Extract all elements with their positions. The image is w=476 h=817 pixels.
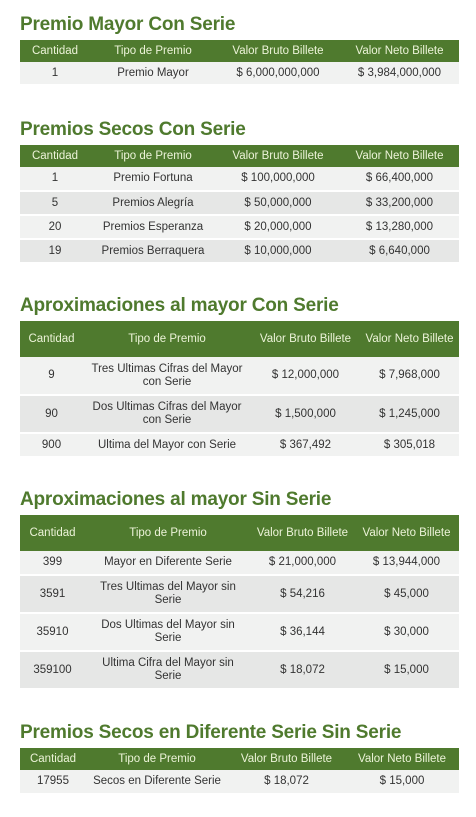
section-secos-diferente-serie bbox=[20, 722, 459, 795]
cell-valor-neto: $ 15,000 bbox=[354, 651, 459, 689]
table-row bbox=[20, 651, 459, 689]
cell-tipo-premio: Ultima del Mayor con Serie bbox=[83, 433, 251, 457]
header-valor-bruto: Valor Bruto Billete bbox=[251, 515, 354, 551]
header-valor-neto: Valor Neto Billete bbox=[354, 515, 459, 551]
header-valor-neto: Valor Neto Billete bbox=[345, 748, 459, 770]
cell-tipo-premio: Tres Ultimas del Mayor sin Serie bbox=[85, 575, 251, 613]
section-title: Aproximaciones al mayor Sin Serie bbox=[20, 489, 332, 510]
header-tipo-premio: Tipo de Premio bbox=[90, 40, 216, 62]
section-premios-secos bbox=[20, 119, 459, 264]
section-aproximaciones-con-serie bbox=[20, 295, 459, 458]
cell-tipo-premio: Premio Mayor bbox=[90, 62, 216, 85]
cell-valor-neto: $ 305,018 bbox=[360, 433, 459, 457]
cell-tipo-premio: Premios Berraquera bbox=[90, 239, 216, 263]
cell-tipo-premio: Secos en Diferente Serie bbox=[86, 770, 228, 794]
section-title: Premios Secos Con Serie bbox=[20, 119, 246, 140]
cell-cantidad: 3591 bbox=[20, 575, 85, 613]
section-premio-mayor bbox=[20, 14, 459, 86]
cell-tipo-premio: Dos Ultimas del Mayor sin Serie bbox=[85, 613, 251, 651]
cell-valor-bruto: $ 21,000,000 bbox=[251, 551, 354, 575]
cell-cantidad: 9 bbox=[20, 357, 83, 395]
header-valor-bruto: Valor Bruto Billete bbox=[251, 321, 360, 357]
prize-table bbox=[20, 145, 459, 264]
cell-valor-bruto: $ 100,000,000 bbox=[216, 167, 340, 191]
cell-valor-bruto: $ 367,492 bbox=[251, 433, 360, 457]
cell-valor-bruto: $ 12,000,000 bbox=[251, 357, 360, 395]
table-row bbox=[20, 551, 459, 575]
table-row bbox=[20, 239, 459, 263]
cell-valor-bruto: $ 1,500,000 bbox=[251, 395, 360, 433]
cell-cantidad: 900 bbox=[20, 433, 83, 457]
cell-valor-neto: $ 6,640,000 bbox=[340, 239, 459, 263]
table-row bbox=[20, 613, 459, 651]
cell-valor-bruto: $ 50,000,000 bbox=[216, 191, 340, 215]
cell-cantidad: 90 bbox=[20, 395, 83, 433]
header-cantidad: Cantidad bbox=[20, 748, 86, 770]
cell-tipo-premio: Tres Ultimas Cifras del Mayor con Serie bbox=[83, 357, 251, 395]
header-cantidad: Cantidad bbox=[20, 515, 85, 551]
cell-tipo-premio: Mayor en Diferente Serie bbox=[85, 551, 251, 575]
cell-tipo-premio: Dos Ultimas Cifras del Mayor con Serie bbox=[83, 395, 251, 433]
cell-valor-neto: $ 33,200,000 bbox=[340, 191, 459, 215]
cell-cantidad: 20 bbox=[20, 215, 90, 239]
cell-valor-bruto: $ 36,144 bbox=[251, 613, 354, 651]
table-row bbox=[20, 357, 459, 395]
section-title: Aproximaciones al mayor Con Serie bbox=[20, 295, 339, 316]
cell-cantidad: 5 bbox=[20, 191, 90, 215]
cell-valor-bruto: $ 18,072 bbox=[251, 651, 354, 689]
header-valor-neto: Valor Neto Billete bbox=[340, 40, 459, 62]
cell-valor-neto: $ 30,000 bbox=[354, 613, 459, 651]
cell-valor-neto: $ 66,400,000 bbox=[340, 167, 459, 191]
header-cantidad: Cantidad bbox=[20, 40, 90, 62]
cell-cantidad: 1 bbox=[20, 167, 90, 191]
cell-tipo-premio: Premios Esperanza bbox=[90, 215, 216, 239]
table-row bbox=[20, 770, 459, 794]
header-valor-neto: Valor Neto Billete bbox=[360, 321, 459, 357]
table-row bbox=[20, 191, 459, 215]
table-row bbox=[20, 167, 459, 191]
header-valor-bruto: Valor Bruto Billete bbox=[216, 145, 340, 167]
section-aproximaciones-sin-serie bbox=[20, 489, 459, 690]
cell-valor-bruto: $ 20,000,000 bbox=[216, 215, 340, 239]
cell-cantidad: 359100 bbox=[20, 651, 85, 689]
cell-cantidad: 35910 bbox=[20, 613, 85, 651]
cell-valor-bruto: $ 54,216 bbox=[251, 575, 354, 613]
table-row bbox=[20, 395, 459, 433]
cell-tipo-premio: Premio Fortuna bbox=[90, 167, 216, 191]
header-cantidad: Cantidad bbox=[20, 145, 90, 167]
header-tipo-premio: Tipo de Premio bbox=[85, 515, 251, 551]
section-title: Premios Secos en Diferente Serie Sin Serie bbox=[20, 722, 402, 743]
table-row bbox=[20, 215, 459, 239]
cell-valor-neto: $ 45,000 bbox=[354, 575, 459, 613]
header-tipo-premio: Tipo de Premio bbox=[90, 145, 216, 167]
prize-table bbox=[20, 321, 459, 458]
prize-table bbox=[20, 40, 459, 86]
cell-valor-neto: $ 13,280,000 bbox=[340, 215, 459, 239]
prize-table bbox=[20, 515, 459, 690]
prize-table bbox=[20, 748, 459, 795]
cell-valor-neto: $ 7,968,000 bbox=[360, 357, 459, 395]
cell-valor-neto: $ 13,944,000 bbox=[354, 551, 459, 575]
cell-valor-neto: $ 1,245,000 bbox=[360, 395, 459, 433]
section-title: Premio Mayor Con Serie bbox=[20, 14, 236, 35]
header-cantidad: Cantidad bbox=[20, 321, 83, 357]
cell-valor-neto: $ 3,984,000,000 bbox=[340, 62, 459, 85]
table-row bbox=[20, 433, 459, 457]
header-valor-bruto: Valor Bruto Billete bbox=[228, 748, 345, 770]
cell-cantidad: 399 bbox=[20, 551, 85, 575]
cell-valor-bruto: $ 6,000,000,000 bbox=[216, 62, 340, 85]
header-valor-neto: Valor Neto Billete bbox=[340, 145, 459, 167]
cell-cantidad: 19 bbox=[20, 239, 90, 263]
cell-valor-bruto: $ 10,000,000 bbox=[216, 239, 340, 263]
table-row bbox=[20, 62, 459, 85]
cell-cantidad: 1 bbox=[20, 62, 90, 85]
header-tipo-premio: Tipo de Premio bbox=[83, 321, 251, 357]
cell-valor-bruto: $ 18,072 bbox=[228, 770, 345, 794]
cell-valor-neto: $ 15,000 bbox=[345, 770, 459, 794]
header-valor-bruto: Valor Bruto Billete bbox=[216, 40, 340, 62]
cell-cantidad: 17955 bbox=[20, 770, 86, 794]
table-row bbox=[20, 575, 459, 613]
header-tipo-premio: Tipo de Premio bbox=[86, 748, 228, 770]
cell-tipo-premio: Ultima Cifra del Mayor sin Serie bbox=[85, 651, 251, 689]
cell-tipo-premio: Premios Alegría bbox=[90, 191, 216, 215]
